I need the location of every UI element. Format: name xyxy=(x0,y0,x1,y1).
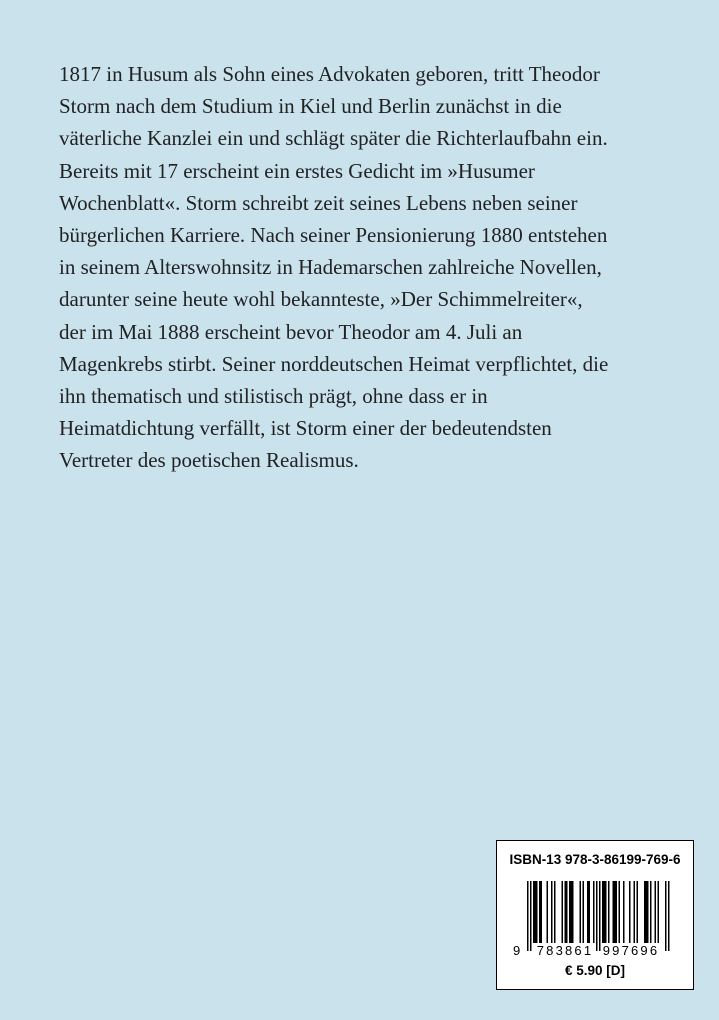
barcode-bar xyxy=(637,881,639,943)
blurb-line: Bereits mit 17 erscheint ein erstes Gedicht im »Husumer xyxy=(59,158,535,183)
ean13-barcode xyxy=(511,879,681,959)
barcode-first-digit: 9 xyxy=(513,943,521,958)
barcode-bar xyxy=(655,881,657,943)
blurb-line: Heimatdichtung verfällt, ist Storm einer der bedeutendsten xyxy=(59,416,552,441)
back-cover-blurb xyxy=(59,58,679,477)
barcode-bar xyxy=(596,881,598,951)
barcode-right-digits: 997696 xyxy=(602,943,660,958)
barcode-bar xyxy=(647,881,649,943)
barcode-bar xyxy=(593,881,595,943)
blurb-line: ihn thematisch und stilistisch prägt, ohne dass er in xyxy=(59,384,488,409)
barcode-bar xyxy=(589,881,591,943)
barcode-bar xyxy=(658,881,660,943)
barcode-bar xyxy=(551,881,553,943)
barcode-bar xyxy=(634,881,636,943)
barcode-bar xyxy=(613,881,615,943)
barcode-bar xyxy=(616,881,618,943)
barcode-bar xyxy=(668,881,670,951)
barcode-bar xyxy=(580,881,582,943)
barcode-bar xyxy=(539,881,541,943)
barcode-bar xyxy=(527,881,529,951)
barcode-bar xyxy=(608,881,610,943)
isbn-barcode-box xyxy=(496,840,694,990)
barcode-bar xyxy=(530,881,532,951)
barcode-bar xyxy=(587,881,589,943)
barcode-bar xyxy=(536,881,538,943)
barcode-bar xyxy=(565,881,567,943)
barcode-bar xyxy=(547,881,549,943)
barcode-bar xyxy=(572,881,574,943)
barcode-bar xyxy=(604,881,606,943)
barcode-bar xyxy=(571,881,573,943)
blurb-line: Magenkrebs stirbt. Seiner norddeutschen Heimat verpflichtet, die xyxy=(59,351,609,376)
barcode-bar xyxy=(650,881,652,943)
blurb-line: väterliche Kanzlei ein und schlägt später die Richterlaufbahn ein. xyxy=(59,126,608,151)
barcode-bar xyxy=(623,881,625,943)
barcode-bar xyxy=(569,881,571,943)
barcode-bar xyxy=(605,881,607,943)
barcode-bar xyxy=(644,881,646,943)
barcode-bars xyxy=(527,881,670,951)
barcode-bar xyxy=(614,881,616,943)
barcode-left-digits: 783861 xyxy=(536,943,594,958)
price-label: € 5.90 [D] xyxy=(564,963,626,978)
barcode-bar xyxy=(533,881,535,943)
barcode-bar xyxy=(566,881,568,943)
barcode-bar xyxy=(602,881,604,943)
barcode-bar xyxy=(629,881,631,943)
blurb-line: Wochenblatt«. Storm schreibt zeit seines Lebens neben seiner xyxy=(59,190,578,215)
blurb-line: darunter seine heute wohl bekannteste, »Der Schimmelreiter«, xyxy=(59,287,583,312)
barcode-bar xyxy=(599,881,601,951)
barcode-bar xyxy=(554,881,556,943)
blurb-line: der im Mai 1888 erscheint bevor Theodor am 4. Juli an xyxy=(59,319,523,344)
blurb-line: 1817 in Husum als Sohn eines Advokaten geboren, tritt Theodor xyxy=(59,62,600,86)
barcode-bar xyxy=(583,881,585,943)
barcode-bar xyxy=(665,881,667,951)
barcode-bar xyxy=(562,881,564,943)
barcode-bar xyxy=(646,881,648,943)
barcode-bar xyxy=(619,881,621,943)
blurb-line: Vertreter des poetischen Realismus. xyxy=(59,448,359,473)
blurb-line: bürgerlichen Karriere. Nach seiner Pensionierung 1880 entstehen xyxy=(59,223,608,248)
barcode-bar xyxy=(541,881,543,943)
isbn-label: ISBN-13 978-3-86199-769-6 xyxy=(509,852,681,867)
barcode-bar xyxy=(535,881,537,943)
blurb-line: Storm nach dem Studium in Kiel und Berlin zunächst in die xyxy=(59,94,562,119)
blurb-line: in seinem Alterswohnsitz in Hademarschen zahlreiche Novellen, xyxy=(59,255,602,280)
